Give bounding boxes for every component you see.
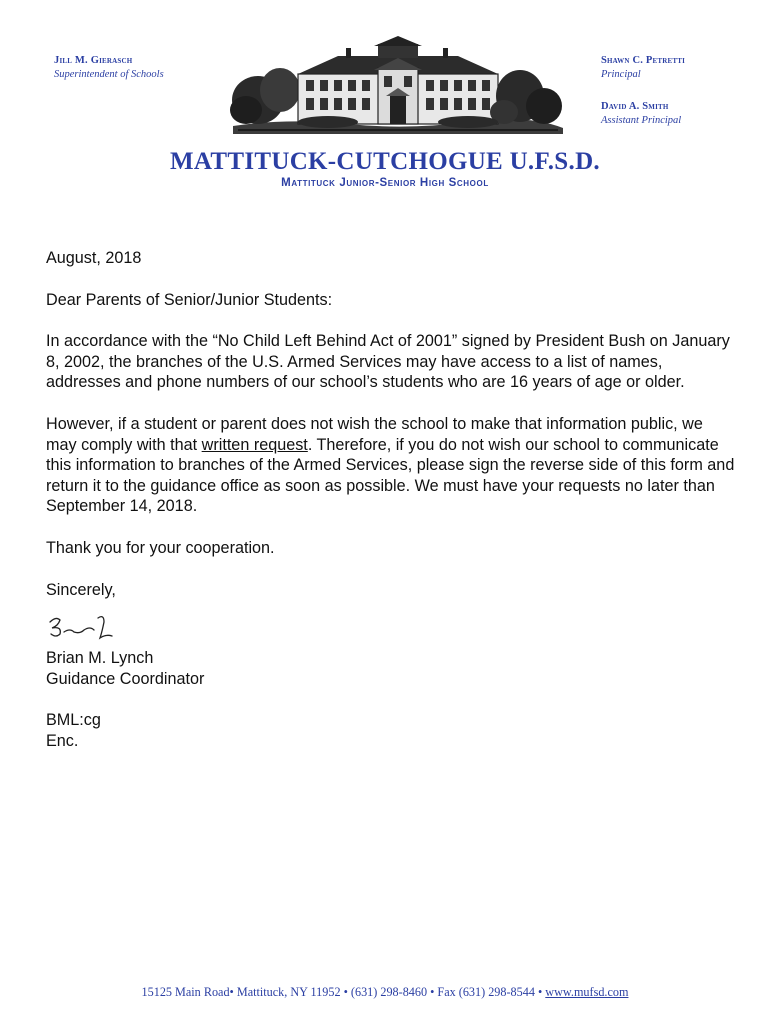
- paragraph-2-part-2: . Therefore, if you do not wish our school to communicate this information to branches of the Armed Services, please sign the reverse side of this form and return it to the guidance office as soon as possible. We must have your requests no later than September 14, 2018.: [46, 435, 735, 516]
- footer-contact: [0, 985, 770, 1000]
- paragraph-2-part-1: However, if a student or parent does not wish the school to make that information public, we may comply with that: [46, 414, 703, 454]
- written-request-underlined: written request: [201, 435, 308, 454]
- salutation: Dear Parents of Senior/Junior Students:: [46, 290, 333, 309]
- signer-name: Brian M. Lynch: [46, 649, 154, 668]
- enclosure-note: Enc.: [46, 731, 79, 750]
- typist-initials: BML:cg: [46, 711, 101, 730]
- thanks-line: Thank you for your cooperation.: [46, 538, 275, 557]
- administrators-block: [601, 54, 685, 128]
- principal-name: Shawn C. Petretti: [601, 55, 686, 66]
- letter-date: August, 2018: [46, 249, 142, 267]
- assistant-principal-name: David A. Smith: [601, 101, 669, 112]
- school-building-illustration: [228, 34, 568, 138]
- assistant-principal-title: Assistant Principal: [601, 115, 682, 126]
- closing: Sincerely,: [46, 580, 116, 599]
- handwritten-signature: [46, 612, 126, 642]
- superintendent-title: Superintendent of Schools: [54, 69, 164, 80]
- superintendent-name: Jill M. Gierasch: [54, 55, 133, 66]
- letter-body: [46, 248, 736, 752]
- school-name: Mattituck Junior-Senior High School: [281, 177, 489, 189]
- website-link[interactable]: www.mufsd.com: [545, 985, 629, 999]
- signer-title: Guidance Coordinator: [46, 669, 205, 688]
- footer-address: 15125 Main Road• Mattituck, NY 11952 • (631) 298-8460 • Fax (631) 298-8544 •: [141, 985, 546, 999]
- superintendent-block: [54, 54, 164, 82]
- district-name: MATTITUCK-CUTCHOGUE U.F.S.D.: [170, 148, 600, 175]
- paragraph-2: [46, 414, 736, 517]
- paragraph-1: In accordance with the “No Child Left Behind Act of 2001” signed by President Bush on January 8, 2002, the branches of the U.S. Armed Services may have access to a list of names, addresses and phone numbers of our school’s students who are 16 years of age or older.: [46, 332, 730, 392]
- principal-title: Principal: [601, 69, 641, 80]
